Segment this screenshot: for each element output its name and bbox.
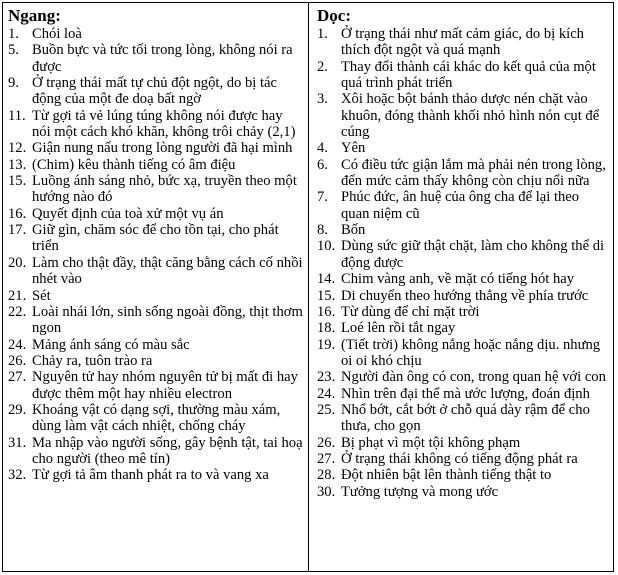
down-clue-number: 27. — [317, 450, 336, 467]
down-clue-text: Nhổ bớt, cắt bớt ở chỗ quá dày rậm để cho thưa, cho gọn — [341, 401, 590, 435]
across-clue-text: Ở trạng thái mất tự chủ đột ngột, do bị tác động của một đe doạ bất ngờ — [32, 75, 278, 108]
down-clue — [317, 238, 609, 271]
across-clue-number: 26. — [8, 352, 27, 369]
down-clue-text: Phúc đức, ân huệ của ông cha để lại theo quan niệm cũ — [341, 189, 580, 222]
down-clue-number: 28. — [317, 467, 336, 484]
across-clue-number: 32. — [8, 467, 27, 484]
across-clue-text: Mảng ánh sáng có màu sắc — [32, 336, 190, 353]
down-clue-text: Dùng sức giữ thật chặt, làm cho không thể di động được — [341, 238, 605, 271]
down-clue-text: (Tiết trời) không nắng hoặc nắng dịu. nhưng oi oi khó chịu — [341, 336, 601, 369]
down-clue-text: Ở trạng thái không có tiếng động phát ra — [341, 450, 578, 467]
down-clue-text: Di chuyển theo hướng thẳng về phía trước — [341, 287, 589, 304]
down-clue-text: Từ dùng để chỉ mặt trời — [341, 303, 480, 320]
down-clue — [317, 402, 609, 435]
down-clue — [317, 59, 609, 92]
across-clue — [8, 288, 304, 304]
across-clue — [8, 222, 304, 255]
across-clue-text: Từ gợi tả âm thanh phát ra to và vang xa — [32, 467, 269, 484]
down-clue — [317, 435, 609, 451]
down-clue — [317, 320, 609, 336]
across-clue-text: Sét — [32, 287, 51, 304]
down-clue — [317, 337, 609, 370]
down-clue-text: Đột nhiên bật lên thành tiếng thật to — [341, 467, 552, 484]
down-clue — [317, 271, 609, 287]
across-clue-list — [8, 26, 304, 484]
down-clue — [317, 157, 609, 190]
across-clue — [8, 140, 304, 156]
across-clue — [8, 255, 304, 288]
across-clue-number: 11. — [8, 107, 26, 124]
down-clue-number: 16. — [317, 303, 336, 320]
down-clue-text: Ở trạng thái như mất cảm giác, do bị kích thích đột ngột và quá mạnh — [341, 26, 584, 59]
across-clue-text: Chảy ra, tuôn trào ra — [32, 352, 153, 369]
across-clue-number: 1. — [8, 26, 19, 42]
down-clue-number: 19. — [317, 336, 336, 353]
down-clue-number: 15. — [317, 287, 336, 304]
down-heading: Dọc: — [317, 6, 351, 25]
across-clue-number: 20. — [8, 254, 27, 271]
across-clue-text: Buồn bực và tức tối trong lòng, không nói ra được — [32, 42, 293, 75]
across-clue-number: 13. — [8, 156, 27, 173]
across-clue-text: Nguyên tử hay nhóm nguyên tử bị mất đi hay được thêm một hay nhiều electron — [32, 369, 298, 402]
across-clue — [8, 108, 304, 141]
down-clue-number: 25. — [317, 401, 336, 418]
down-clue-text: Thay đổi thành cái khác do kết quả của một quá trình phát triển — [341, 58, 596, 92]
down-clue — [317, 304, 609, 320]
across-clue-number: 31. — [8, 434, 27, 451]
across-clue — [8, 337, 304, 353]
across-clue-number: 17. — [8, 222, 27, 239]
down-clue-number: 30. — [317, 483, 336, 500]
across-clue-number: 9. — [8, 75, 19, 92]
down-clue — [317, 386, 609, 402]
across-clue-number: 5. — [8, 42, 19, 59]
across-clue-text: Luồng ánh sáng nhỏ, bức xạ, truyền theo một hướng nào đó — [32, 173, 297, 206]
down-clue-text: Tưởng tượng và mong ước — [341, 483, 499, 500]
down-clue-number: 3. — [317, 91, 328, 108]
across-clue-text: (Chim) kêu thành tiếng có âm điệu — [32, 156, 236, 173]
across-clue-text: Giận nung nấu trong lòng người đã hại mình — [32, 140, 293, 157]
down-clue-number: 7. — [317, 189, 328, 206]
across-clue-number: 22. — [8, 303, 27, 320]
down-clue-list — [317, 26, 609, 500]
down-clue-number: 4. — [317, 140, 328, 157]
across-clue — [8, 435, 304, 468]
across-clue — [8, 42, 304, 75]
down-clue-number: 6. — [317, 156, 328, 173]
down-column — [309, 3, 613, 571]
across-clue-number: 27. — [8, 369, 27, 386]
across-clue-number: 21. — [8, 287, 27, 304]
down-clue — [317, 91, 609, 140]
down-clue-number: 26. — [317, 434, 336, 451]
down-clue-text: Xôi hoặc bột bánh thảo dược nén chặt vào khuôn, đóng thành khối nhỏ hình nón cụt để cúng — [341, 91, 600, 141]
down-clue-number: 2. — [317, 58, 328, 75]
down-clue — [317, 189, 609, 222]
across-clue-text: Giữ gìn, chăm sóc để cho tồn tại, cho phát triển — [32, 222, 279, 255]
down-clue — [317, 451, 609, 467]
down-clue-number: 1. — [317, 26, 328, 42]
down-clue-number: 18. — [317, 320, 336, 337]
across-clue — [8, 26, 304, 42]
across-column — [3, 3, 309, 571]
across-clue-text: Loài nhái lớn, sinh sống ngoài đồng, thịt thơm ngon — [32, 303, 303, 337]
across-clue — [8, 75, 304, 108]
across-clue-text: Ma nhập vào người sống, gây bệnh tật, tai hoạ cho người (theo mê tín) — [32, 434, 303, 467]
down-clue-number: 10. — [317, 238, 336, 255]
across-clue-number: 24. — [8, 336, 27, 353]
down-clue-text: Loé lên rồi tắt ngay — [341, 320, 456, 337]
down-clue-text: Bốn — [341, 222, 366, 239]
down-clue-text: Chim vàng anh, về mặt có tiếng hót hay — [341, 271, 575, 288]
down-clue — [317, 26, 609, 59]
across-clue — [8, 206, 304, 222]
down-clue-number: 23. — [317, 369, 336, 386]
down-clue — [317, 140, 609, 156]
across-clue — [8, 353, 304, 369]
down-clue-number: 8. — [317, 222, 328, 239]
across-clue-text: Từ gợi tả vẻ lúng túng không nói được hay nói một cách khó khăn, không trôi chảy (2,1) — [32, 107, 296, 141]
down-clue-number: 24. — [317, 385, 336, 402]
across-clue-number: 12. — [8, 140, 27, 157]
across-clue-number: 15. — [8, 173, 27, 190]
across-clue — [8, 369, 304, 402]
down-clue-text: Nhìn trên đại thể mà ước lượng, đoán định — [341, 385, 590, 402]
across-clue — [8, 157, 304, 173]
down-clue — [317, 484, 609, 500]
down-clue — [317, 369, 609, 385]
down-clue — [317, 222, 609, 238]
across-clue-number: 16. — [8, 205, 27, 222]
down-clue-text: Yên — [341, 140, 366, 157]
down-clue-number: 14. — [317, 271, 336, 288]
crossword-clue-table — [2, 2, 614, 572]
down-clue-text: Có điều tức giận lắm mà phải nén trong lòng, đến mức cảm thấy không còn chịu nổi nữa — [341, 156, 606, 190]
down-clue — [317, 288, 609, 304]
across-clue — [8, 304, 304, 337]
across-heading: Ngang: — [8, 6, 61, 25]
down-clue — [317, 467, 609, 483]
across-clue — [8, 173, 304, 206]
across-clue-number: 29. — [8, 401, 27, 418]
across-clue-text: Khoáng vật có dạng sợi, thường màu xám, dùng làm vật cách nhiệt, chống cháy — [32, 401, 281, 435]
across-clue — [8, 402, 304, 435]
across-clue-text: Quyết định của toà xử một vụ án — [32, 205, 224, 222]
across-clue — [8, 467, 304, 483]
down-clue-text: Bị phạt vì một tội không phạm — [341, 434, 521, 451]
across-clue-text: Chói loà — [32, 26, 82, 42]
down-clue-text: Người đàn ông có con, trong quan hệ với con — [341, 369, 606, 386]
across-clue-text: Làm cho thật đầy, thật căng bằng cách cố nhồi nhét vào — [32, 254, 303, 288]
